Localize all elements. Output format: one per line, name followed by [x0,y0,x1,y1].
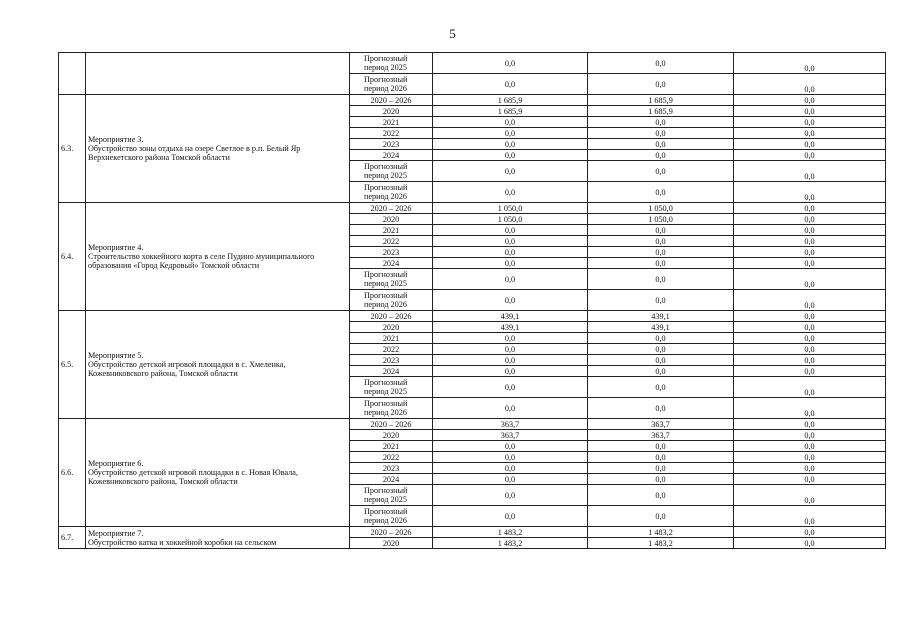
period-cell: Прогнозный период 2026 [350,74,433,95]
total-value-cell: 0,0 [433,355,588,366]
other-value-cell: 0,0 [734,527,886,538]
budget-value-cell: 0,0 [588,474,734,485]
period-cell: 2023 [350,247,433,258]
other-value-cell: 0,0 [734,269,886,290]
budget-value-cell: 0,0 [588,225,734,236]
period-cell: 2023 [350,355,433,366]
total-value-cell: 1 685,9 [433,106,588,117]
budget-value-cell: 0,0 [588,150,734,161]
budget-value-cell: 1 050,0 [588,214,734,225]
item-description-cell [86,203,350,311]
other-value-cell: 0,0 [734,128,886,139]
budget-value-cell: 0,0 [588,117,734,128]
budget-value-cell: 0,0 [588,398,734,419]
total-value-cell: 0,0 [433,290,588,311]
other-value-cell: 0,0 [734,419,886,430]
period-cell: 2020 [350,322,433,333]
total-value-cell: 1 483,2 [433,527,588,538]
period-cell: 2022 [350,452,433,463]
other-value-cell: 0,0 [734,161,886,182]
period-cell: 2023 [350,463,433,474]
period-cell: 2020 [350,538,433,549]
table-row [59,95,886,106]
total-value-cell: 0,0 [433,128,588,139]
item-number-cell: 6.4. [59,203,86,311]
budget-value-cell: 0,0 [588,258,734,269]
budget-value-cell: 0,0 [588,74,734,95]
other-value-cell: 0,0 [734,333,886,344]
item-number-cell: 6.6. [59,419,86,527]
other-value-cell: 0,0 [734,311,886,322]
period-cell: Прогнозный период 2025 [350,269,433,290]
item-title: Мероприятие 7. [88,528,144,538]
total-value-cell: 0,0 [433,161,588,182]
budget-value-cell: 363,7 [588,430,734,441]
other-value-cell: 0,0 [734,398,886,419]
period-cell: 2024 [350,150,433,161]
period-cell: Прогнозный период 2026 [350,398,433,419]
period-cell: 2021 [350,333,433,344]
period-cell: 2022 [350,344,433,355]
total-value-cell: 0,0 [433,485,588,506]
budget-value-cell: 0,0 [588,290,734,311]
item-title: Мероприятие 4. [88,243,144,252]
budget-value-cell: 1 685,9 [588,106,734,117]
period-cell: Прогнозный период 2025 [350,161,433,182]
other-value-cell: 0,0 [734,53,886,74]
budget-value-cell: 0,0 [588,128,734,139]
total-value-cell: 0,0 [433,182,588,203]
funding-table-body [59,53,886,549]
total-value-cell: 0,0 [433,269,588,290]
other-value-cell: 0,0 [734,441,886,452]
other-value-cell: 0,0 [734,485,886,506]
item-number-cell [59,53,86,95]
budget-value-cell: 1 050,0 [588,203,734,214]
budget-value-cell: 0,0 [588,182,734,203]
budget-value-cell: 0,0 [588,236,734,247]
period-cell: Прогнозный период 2026 [350,506,433,527]
item-text: Обустройство зоны отдыха на озере Светлое в р.п. Белый Яр Верхнекетского района Томской области [88,144,301,162]
total-value-cell: 0,0 [433,333,588,344]
budget-value-cell: 0,0 [588,441,734,452]
other-value-cell: 0,0 [734,430,886,441]
period-cell: 2021 [350,225,433,236]
period-cell: Прогнозный период 2026 [350,182,433,203]
other-value-cell: 0,0 [734,74,886,95]
total-value-cell: 0,0 [433,398,588,419]
total-value-cell: 363,7 [433,419,588,430]
total-value-cell: 0,0 [433,474,588,485]
other-value-cell: 0,0 [734,106,886,117]
period-cell: 2021 [350,441,433,452]
table-row [59,527,886,538]
item-title: Мероприятие 6. [88,459,144,468]
budget-value-cell: 0,0 [588,269,734,290]
item-text: Строительство хоккейного корта в селе Пудино муниципального образования «Город Кедровый» Томской области [88,252,315,270]
page-number: 5 [449,26,456,41]
item-number-cell: 6.7. [59,527,86,549]
total-value-cell: 0,0 [433,441,588,452]
total-value-cell: 439,1 [433,322,588,333]
other-value-cell: 0,0 [734,506,886,527]
other-value-cell: 0,0 [734,139,886,150]
other-value-cell: 0,0 [734,182,886,203]
period-cell: 2020 [350,430,433,441]
period-cell: 2020 [350,106,433,117]
item-text: Обустройство катка и хоккейной коробки на сельском [88,537,277,547]
total-value-cell: 439,1 [433,311,588,322]
other-value-cell: 0,0 [734,236,886,247]
total-value-cell: 0,0 [433,139,588,150]
item-description-cell [86,527,350,549]
item-text: Обустройство детской игровой площадки в с. Новая Ювала, Кожевниковского района, Томской области [88,468,298,486]
period-cell: 2022 [350,236,433,247]
total-value-cell: 0,0 [433,344,588,355]
other-value-cell: 0,0 [734,225,886,236]
period-cell: 2021 [350,117,433,128]
budget-value-cell: 0,0 [588,344,734,355]
other-value-cell: 0,0 [734,377,886,398]
other-value-cell: 0,0 [734,463,886,474]
budget-value-cell: 1 685,9 [588,95,734,106]
other-value-cell: 0,0 [734,258,886,269]
table-row [59,311,886,322]
budget-value-cell: 0,0 [588,377,734,398]
total-value-cell: 1 685,9 [433,95,588,106]
total-value-cell: 0,0 [433,247,588,258]
total-value-cell: 1 483,2 [433,538,588,549]
total-value-cell: 0,0 [433,74,588,95]
other-value-cell: 0,0 [734,474,886,485]
other-value-cell: 0,0 [734,366,886,377]
budget-value-cell: 0,0 [588,355,734,366]
budget-value-cell: 1 483,2 [588,527,734,538]
budget-value-cell: 0,0 [588,452,734,463]
period-cell: 2022 [350,128,433,139]
total-value-cell: 0,0 [433,225,588,236]
total-value-cell: 1 050,0 [433,214,588,225]
period-cell: 2024 [350,474,433,485]
total-value-cell: 0,0 [433,117,588,128]
budget-value-cell: 0,0 [588,161,734,182]
total-value-cell: 0,0 [433,53,588,74]
budget-value-cell: 439,1 [588,311,734,322]
item-title: Мероприятие 3. [88,135,144,144]
period-cell: 2020 [350,214,433,225]
period-cell: 2020 – 2026 [350,203,433,214]
item-number-cell: 6.5. [59,311,86,419]
item-text: Обустройство детской игровой площадки в с. Хмеленка, Кожевниковского района, Томской области [88,360,286,378]
budget-value-cell: 0,0 [588,247,734,258]
period-cell: 2024 [350,366,433,377]
other-value-cell: 0,0 [734,344,886,355]
other-value-cell: 0,0 [734,290,886,311]
funding-table [58,52,886,549]
total-value-cell: 0,0 [433,150,588,161]
total-value-cell: 1 050,0 [433,203,588,214]
budget-value-cell: 0,0 [588,53,734,74]
item-description-cell [86,95,350,203]
item-title: Мероприятие 5. [88,351,144,360]
total-value-cell: 0,0 [433,463,588,474]
total-value-cell: 0,0 [433,258,588,269]
table-row [59,203,886,214]
total-value-cell: 0,0 [433,452,588,463]
total-value-cell: 0,0 [433,377,588,398]
period-cell: 2020 – 2026 [350,311,433,322]
period-cell: Прогнозный период 2025 [350,53,433,74]
period-cell: 2020 – 2026 [350,419,433,430]
budget-value-cell: 0,0 [588,139,734,150]
period-cell: Прогнозный период 2026 [350,290,433,311]
budget-value-cell: 0,0 [588,463,734,474]
table-row [59,53,886,74]
other-value-cell: 0,0 [734,150,886,161]
other-value-cell: 0,0 [734,95,886,106]
other-value-cell: 0,0 [734,538,886,549]
period-cell: Прогнозный период 2025 [350,485,433,506]
other-value-cell: 0,0 [734,117,886,128]
total-value-cell: 0,0 [433,366,588,377]
item-description-cell [86,53,350,95]
table-row [59,419,886,430]
other-value-cell: 0,0 [734,452,886,463]
total-value-cell: 0,0 [433,236,588,247]
other-value-cell: 0,0 [734,355,886,366]
period-cell: 2020 – 2026 [350,95,433,106]
budget-value-cell: 0,0 [588,485,734,506]
budget-value-cell: 0,0 [588,506,734,527]
item-number-cell: 6.3. [59,95,86,203]
other-value-cell: 0,0 [734,247,886,258]
budget-value-cell: 1 483,2 [588,538,734,549]
budget-value-cell: 0,0 [588,366,734,377]
item-description-cell [86,311,350,419]
budget-value-cell: 0,0 [588,333,734,344]
item-description-cell [86,419,350,527]
other-value-cell: 0,0 [734,322,886,333]
total-value-cell: 0,0 [433,506,588,527]
budget-value-cell: 363,7 [588,419,734,430]
period-cell: Прогнозный период 2025 [350,377,433,398]
period-cell: 2024 [350,258,433,269]
period-cell: 2023 [350,139,433,150]
budget-value-cell: 439,1 [588,322,734,333]
total-value-cell: 363,7 [433,430,588,441]
period-cell: 2020 – 2026 [350,527,433,538]
other-value-cell: 0,0 [734,203,886,214]
other-value-cell: 0,0 [734,214,886,225]
